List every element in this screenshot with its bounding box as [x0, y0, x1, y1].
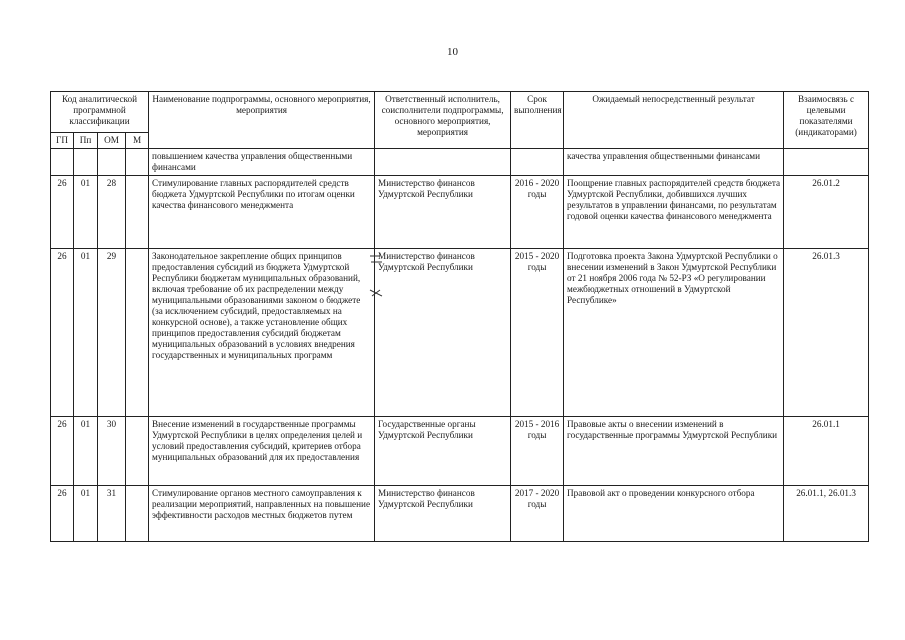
cell-executor: Государственные органы Удмуртской Республики [375, 417, 511, 486]
cell-gp [51, 149, 74, 176]
table-row-continuation [51, 149, 869, 176]
cell-term [511, 149, 564, 176]
cell-gp: 26 [51, 417, 74, 486]
page-number: 10 [447, 46, 458, 58]
header-code-group: Код аналитической программной классификации [51, 92, 149, 133]
scan-mark-icon [368, 248, 388, 308]
cell-pp: 01 [74, 417, 98, 486]
cell-link: 26.01.1 [784, 417, 869, 486]
cell-link: 26.01.3 [784, 249, 869, 417]
header-name: Наименование подпрограммы, основного мероприятия, мероприятия [149, 92, 375, 149]
header-link: Взаимосвязь с целевыми показателями (индикаторами) [784, 92, 869, 149]
cell-om: 28 [98, 176, 126, 249]
cell-gp: 26 [51, 176, 74, 249]
cell-executor: Министерство финансов Удмуртской Республики [375, 249, 511, 417]
cell-link: 26.01.2 [784, 176, 869, 249]
cell-om: 31 [98, 486, 126, 542]
cell-pp: 01 [74, 486, 98, 542]
cell-om [98, 149, 126, 176]
cell-name: Стимулирование главных распорядителей средств бюджета Удмуртской Республики по итогам оценки качества финансового менеджмента [149, 176, 375, 249]
cell-m [126, 486, 149, 542]
cell-name: Стимулирование органов местного самоуправления к реализации мероприятий, направленных на повышение эффективности расходов местных бюджетов путем [149, 486, 375, 542]
header-om: ОМ [98, 133, 126, 149]
header-term: Срок выполнения [511, 92, 564, 149]
header-row [51, 92, 869, 133]
cell-result: Правовой акт о проведении конкурсного отбора [564, 486, 784, 542]
header-m: М [126, 133, 149, 149]
header-pp: Пп [74, 133, 98, 149]
table-row [51, 417, 869, 486]
cell-term: 2015 - 2020 годы [511, 249, 564, 417]
cell-m [126, 249, 149, 417]
cell-pp [74, 149, 98, 176]
cell-executor: Министерство финансов Удмуртской Республики [375, 176, 511, 249]
cell-term: 2015 - 2016 годы [511, 417, 564, 486]
cell-result: Поощрение главных распорядителей средств бюджета Удмуртской Республики, добившихся лучших результатов в управлении финансами, по результатам годовой оценки качества финансового менеджмента [564, 176, 784, 249]
cell-term: 2016 - 2020 годы [511, 176, 564, 249]
cell-pp: 01 [74, 176, 98, 249]
table-row [51, 486, 869, 542]
cell-name: повышением качества управления общественными финансами [149, 149, 375, 176]
program-activities-table [50, 91, 869, 542]
cell-result: Правовые акты о внесении изменений в государственные программы Удмуртской Республики [564, 417, 784, 486]
cell-name: Законодательное закрепление общих принципов предоставления субсидий из бюджета Удмуртской Республики бюджетам муниципальных образований, включая требование об их распределении между муниципальными образованиями законом о бюджете (за исключением субсидий, предоставляемых на конкурсной основе), а также установление общих принципов предоставления субсидий бюджетам муниципальных образований в условиях внедрения государственных и муниципальных программ [149, 249, 375, 417]
cell-link: 26.01.1, 26.01.3 [784, 486, 869, 542]
cell-result: качества управления общественными финансами [564, 149, 784, 176]
cell-m [126, 149, 149, 176]
cell-m [126, 176, 149, 249]
cell-link [784, 149, 869, 176]
cell-om: 29 [98, 249, 126, 417]
cell-result: Подготовка проекта Закона Удмуртской Республики о внесении изменений в Закон Удмуртской Республики от 21 ноября 2006 года № 52-РЗ «О регулировании межбюджетных отношений в Удмуртской Республике» [564, 249, 784, 417]
cell-term: 2017 - 2020 годы [511, 486, 564, 542]
table-row [51, 249, 869, 417]
cell-pp: 01 [74, 249, 98, 417]
header-result: Ожидаемый непосредственный результат [564, 92, 784, 149]
table-row [51, 176, 869, 249]
cell-executor: Министерство финансов Удмуртской Республики [375, 486, 511, 542]
cell-gp: 26 [51, 249, 74, 417]
cell-m [126, 417, 149, 486]
cell-gp: 26 [51, 486, 74, 542]
header-gp: ГП [51, 133, 74, 149]
cell-name: Внесение изменений в государственные программы Удмуртской Республики в целях определения целей и условий предоставления субсидий, критериев отбора муниципальных образований для их предоставления [149, 417, 375, 486]
cell-executor [375, 149, 511, 176]
cell-om: 30 [98, 417, 126, 486]
header-executor: Ответственный исполнитель, соисполнители подпрограммы, основного мероприятия, мероприятия [375, 92, 511, 149]
